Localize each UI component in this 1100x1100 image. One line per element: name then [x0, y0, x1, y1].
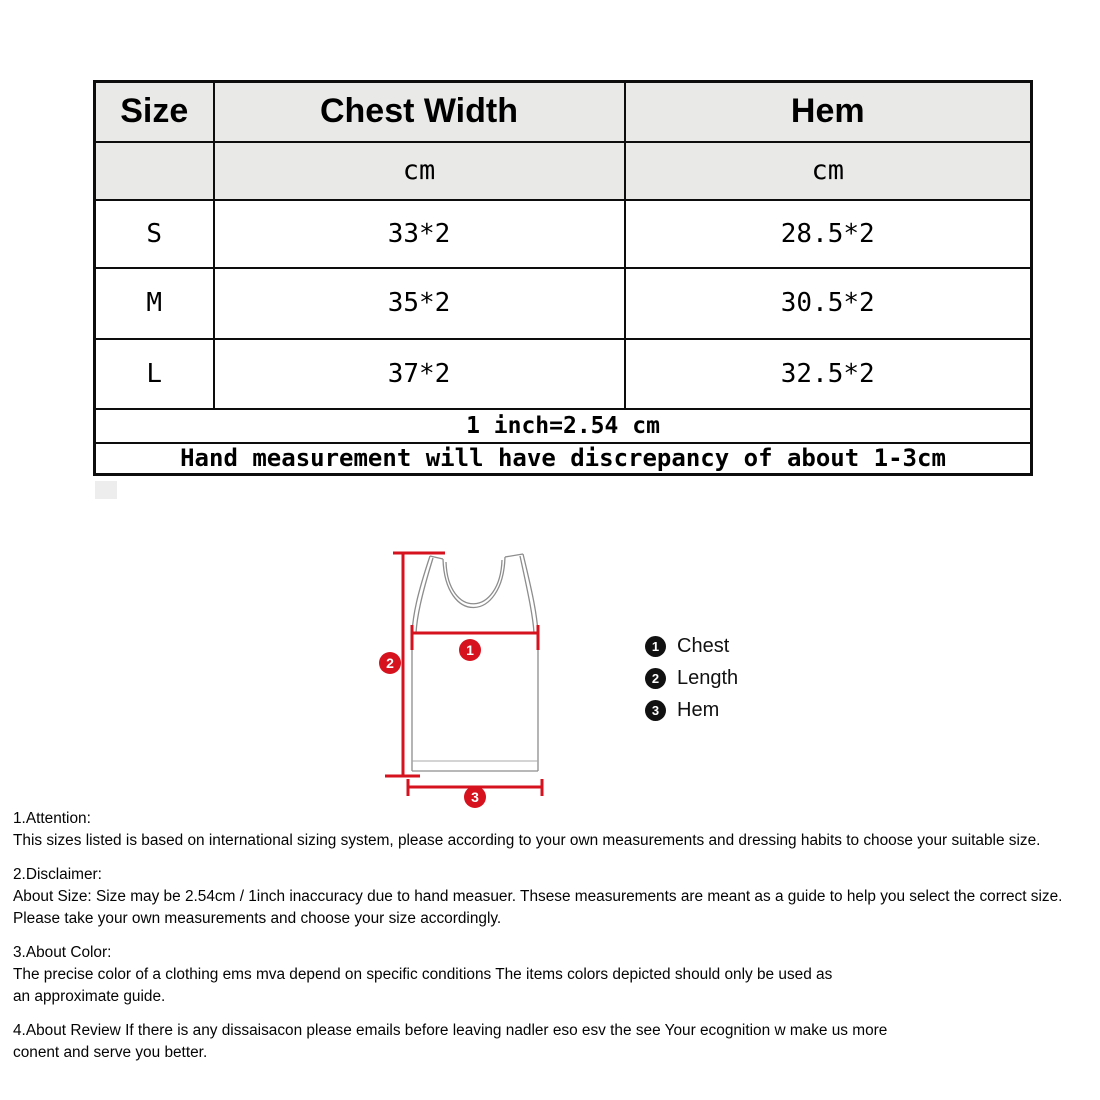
corner-smudge — [95, 481, 117, 499]
header-size: Size — [95, 82, 214, 142]
table-inch-note-row — [95, 409, 1032, 443]
size-table — [93, 80, 1033, 476]
units-hem-cm: cm — [625, 142, 1032, 200]
legend-label-length: Length — [677, 666, 739, 689]
note-attention-title: 1.Attention: — [13, 810, 91, 827]
chest-value-m: 35*2 — [214, 268, 625, 339]
notes-block — [13, 808, 1093, 1076]
chest-marker-badge: 1 — [459, 639, 481, 661]
note-attention-line: This sizes listed is based on international sizing system, please according to your own measurements and dressing habits to choose your suitable size. — [13, 832, 1041, 849]
header-hem: Hem — [625, 82, 1032, 142]
legend-label-chest: Chest — [677, 634, 730, 657]
table-row-m — [95, 268, 1032, 339]
note-disclaimer — [13, 864, 1093, 930]
table-row-l — [95, 339, 1032, 409]
note-disclaimer-title: 2.Disclaimer: — [13, 866, 102, 883]
legend-number-1-icon: 1 — [645, 636, 666, 657]
note-about-review-line-1: 4.About Review If there is any dissaisacon please emails before leaving nadler eso esv the see Your ecognition w make us more — [13, 1022, 888, 1039]
hem-value-m: 30.5*2 — [625, 268, 1032, 339]
header-chest-width: Chest Width — [214, 82, 625, 142]
table-header-row — [95, 82, 1032, 142]
note-about-review-line-2: conent and serve you better. — [13, 1044, 208, 1061]
measurement-legend — [645, 630, 738, 726]
note-disclaimer-line-1: About Size: Size may be 2.54cm / 1inch inaccuracy due to hand measuer. Thsese measurements are meant as a guide to help you select the correct size. — [13, 888, 1063, 905]
note-about-color-line-1: The precise color of a clothing ems mva depend on specific conditions The items colors depicted should only be used as — [13, 966, 833, 983]
table-hand-note-row — [95, 443, 1032, 475]
chest-value-l: 37*2 — [214, 339, 625, 409]
inch-conversion-note: 1 inch=2.54 cm — [95, 409, 1032, 443]
length-marker-badge: 2 — [379, 652, 401, 674]
size-label-m: M — [95, 268, 214, 339]
legend-item-length — [645, 662, 738, 694]
table-units-row — [95, 142, 1032, 200]
tank-top-outline — [412, 554, 538, 771]
legend-number-2-icon: 2 — [645, 668, 666, 689]
chest-value-s: 33*2 — [214, 200, 625, 268]
hem-value-s: 28.5*2 — [625, 200, 1032, 268]
note-disclaimer-line-2: Please take your own measurements and choose your size accordingly. — [13, 910, 502, 927]
legend-item-hem — [645, 694, 738, 726]
tank-top-diagram — [375, 540, 565, 825]
hem-value-l: 32.5*2 — [625, 339, 1032, 409]
legend-number-3-icon: 3 — [645, 700, 666, 721]
legend-item-chest — [645, 630, 738, 662]
legend-label-hem: Hem — [677, 698, 720, 721]
table-row-s — [95, 200, 1032, 268]
hem-marker-badge: 3 — [464, 786, 486, 808]
units-chest-cm: cm — [214, 142, 625, 200]
note-about-color-title: 3.About Color: — [13, 944, 112, 961]
units-empty-cell — [95, 142, 214, 200]
note-attention — [13, 808, 1093, 852]
size-label-l: L — [95, 339, 214, 409]
hand-measurement-note: Hand measurement will have discrepancy of about 1-3cm — [95, 443, 1032, 475]
note-about-color — [13, 942, 1093, 1008]
measurement-lines — [385, 553, 542, 796]
size-label-s: S — [95, 200, 214, 268]
note-about-review — [13, 1020, 1093, 1064]
note-about-color-line-2: an approximate guide. — [13, 988, 166, 1005]
tank-top-illustration-svg — [375, 540, 565, 825]
